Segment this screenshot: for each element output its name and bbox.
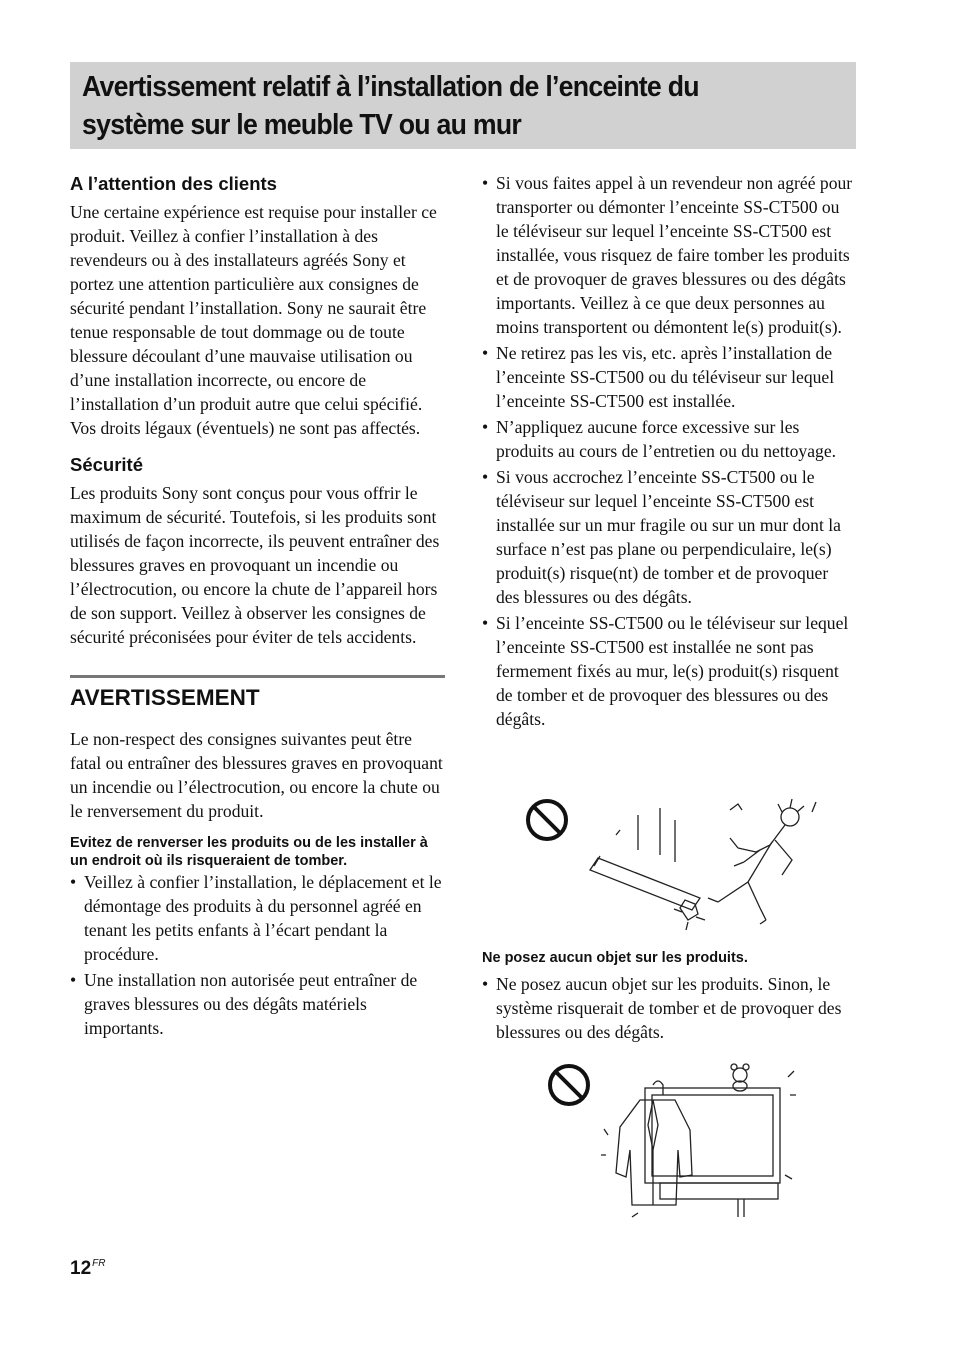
objects-section xyxy=(482,950,856,1046)
clothes-on-tv-illustration xyxy=(540,1055,800,1220)
page-language-suffix: FR xyxy=(92,1258,106,1269)
list-item: • Ne posez aucun objet sur les produits. Sinon, le système risquerait de tomber et de provoquer des blessures ou des dégâts. xyxy=(482,972,856,1044)
safety-heading: Sécurité xyxy=(70,454,144,475)
left-column xyxy=(70,171,445,1042)
falling-speaker-illustration xyxy=(520,790,820,935)
warning-paragraph: Le non-respect des consignes suivantes peut être fatal ou entraîner des blessures graves en provoquant un incendie ou l’électrocution, ou encore la chute ou le renversement du produit. xyxy=(70,729,443,821)
safety-paragraph: Les produits Sony sont conçus pour vous offrir le maximum de sécurité. Toutefois, si les produits sont utilisés de façon incorrecte, ils peuvent entraîner des blessures graves en provoquant un incendie ou l’électrocution, ou encore la chute de l’appareil hors de son support. Veillez à observer les consignes de sécurité préconisées pour éviter de tels accidents. xyxy=(70,483,440,647)
list-item: • Si vous faites appel à un revendeur non agréé pour transporter ou démonter l’enceinte SS-CT500 ou le téléviseur sur lequel l’enceinte SS-CT500 est installée, vous risquez de faire tomber les produits et de provoquer de graves blessures ou des dégâts importants. Veillez à ce que deux personnes au moins transportent ou démontent le(s) produit(s). xyxy=(482,171,856,339)
installation-list xyxy=(482,171,856,731)
page-number-value: 12 xyxy=(70,1258,92,1279)
list-item: • Une installation non autorisée peut entraîner de graves blessures ou des dégâts matériels importants. xyxy=(70,968,445,1040)
title-banner xyxy=(70,62,856,149)
tipover-list xyxy=(70,870,445,1040)
section-divider xyxy=(70,675,445,678)
list-item: • Ne retirez pas les vis, etc. après l’installation de l’enceinte SS-CT500 ou du téléviseur sur lequel l’enceinte SS-CT500 est installée. xyxy=(482,341,856,413)
prohibition-icon xyxy=(550,1066,588,1104)
list-item: • N’appliquez aucune force excessive sur les produits au cours de l’entretien ou du nettoyage. xyxy=(482,415,856,463)
customers-heading: A l’attention des clients xyxy=(70,173,277,194)
page-number xyxy=(70,1258,105,1280)
list-item: • Si l’enceinte SS-CT500 ou le téléviseur sur lequel l’enceinte SS-CT500 est installée ne sont pas fermement fixés au mur, le(s) produit(s) risquent de tomber et de provoquer des blessures ou des dégâts. xyxy=(482,611,856,731)
objects-heading: Ne posez aucun objet sur les produits. xyxy=(482,950,748,966)
objects-list xyxy=(482,972,856,1044)
tipover-heading: Evitez de renverser les produits ou de les installer à un endroit où ils risqueraient de tomber. xyxy=(70,835,428,869)
warning-heading: AVERTISSEMENT xyxy=(70,685,260,710)
customers-paragraph: Une certaine expérience est requise pour installer ce produit. Veillez à confier l’installation à des revendeurs ou à des installateurs agréés Sony et portez une attention particulière aux consignes de sécurité pendant l’installation. Sony ne saurait être tenue responsable de tout dommage ou de toute blessure découlant d’une mauvaise utilisation ou d’une installation incorrecte, ou encore de l’installation d’un produit autre que celui spécifié. Vos droits légaux (éventuels) ne sont pas affectés. xyxy=(70,202,437,438)
list-item: • Veillez à confier l’installation, le déplacement et le démontage des produits à du personnel agréé en tenant les petits enfants à l’écart pendant la procédure. xyxy=(70,870,445,966)
page-title: Avertissement relatif à l’installation de l’enceinte du système sur le meuble TV ou au mur xyxy=(82,71,699,141)
right-column xyxy=(482,171,856,733)
list-item: • Si vous accrochez l’enceinte SS-CT500 ou le téléviseur sur lequel l’enceinte SS-CT500 est installée sur un mur fragile ou sur un mur dont la surface n’est pas plane ou perpendiculaire, le(s) produit(s) risque(nt) de tomber et de provoquer des blessures ou des dégâts. xyxy=(482,465,856,609)
prohibition-icon xyxy=(528,801,566,839)
